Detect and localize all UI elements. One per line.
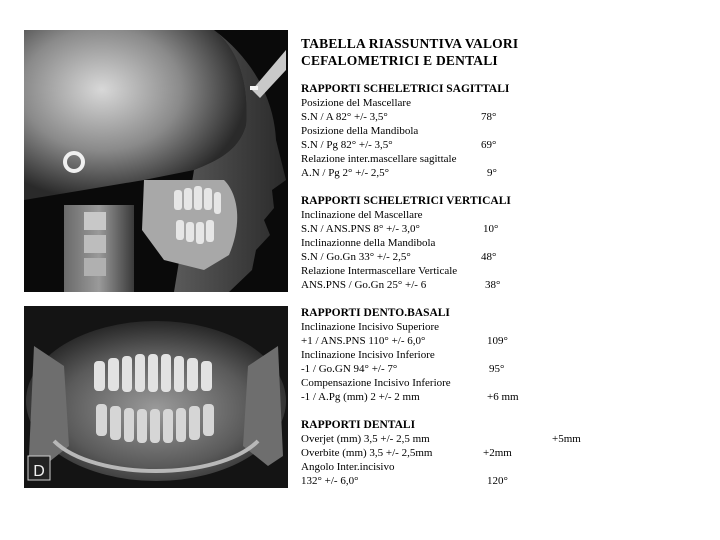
panoramic-dental-xray: [24, 306, 288, 488]
row-label: Inclinazione Incisivo Superiore: [301, 321, 440, 333]
row-value: 120°: [487, 475, 508, 487]
section-header-dental: RAPPORTI DENTALI: [301, 419, 416, 431]
row-norm: Overbite (mm) 3,5 +/- 2,5mm: [301, 447, 433, 459]
row-value: 38°: [485, 279, 501, 291]
row-value: 48°: [481, 251, 497, 263]
table-title-line-1: TABELLA RIASSUNTIVA VALORI: [301, 36, 519, 51]
panoramic-marker-label: D: [33, 463, 45, 480]
row-label: Inclinazione Incisivo Inferiore: [301, 349, 435, 361]
row-norm: A.N / Pg 2° +/- 2,5°: [301, 167, 390, 179]
row-value: 10°: [483, 223, 499, 235]
row-norm: Overjet (mm) 3,5 +/- 2,5 mm: [301, 433, 430, 445]
row-value: +2mm: [483, 447, 512, 459]
row-value: 78°: [481, 111, 497, 123]
row-value: +5mm: [552, 433, 581, 445]
table-title-line-2: CEFALOMETRICI E DENTALI: [301, 53, 498, 68]
row-label: Relazione inter.mascellare sagittale: [301, 153, 457, 165]
row-norm: S.N / ANS.PNS 8° +/- 3,0°: [301, 223, 420, 235]
lateral-cephalometric-xray: [24, 30, 288, 292]
row-label: Compensazione Incisivo Inferiore: [301, 377, 451, 389]
row-norm: +1 / ANS.PNS 110° +/- 6,0°: [301, 335, 426, 347]
row-norm: 132° +/- 6,0°: [301, 475, 359, 487]
row-value: 95°: [489, 363, 505, 375]
row-norm: -1 / A.Pg (mm) 2 +/- 2 mm: [301, 391, 420, 403]
row-norm: S.N / A 82° +/- 3,5°: [301, 111, 388, 123]
row-norm: S.N / Go.Gn 33° +/- 2,5°: [301, 251, 411, 263]
row-label: Posizione della Mandibola: [301, 125, 419, 137]
section-header-sagittal: RAPPORTI SCHELETRICI SAGITTALI: [301, 83, 510, 95]
row-label: Inclinazione del Mascellare: [301, 209, 423, 221]
ceph-xray-graphic: [24, 30, 288, 292]
row-label: Inclinazionne della Mandibola: [301, 237, 436, 249]
section-header-dento-basal: RAPPORTI DENTO.BASALI: [301, 307, 450, 319]
section-header-vertical: RAPPORTI SCHELETRICI VERTICALI: [301, 195, 511, 207]
row-value: +6 mm: [487, 391, 519, 403]
row-value: 9°: [487, 167, 497, 179]
row-norm: ANS.PNS / Go.Gn 25° +/- 6: [301, 279, 427, 291]
row-norm: S.N / Pg 82° +/- 3,5°: [301, 139, 393, 151]
row-label: Relazione Intermascellare Verticale: [301, 265, 458, 277]
row-norm: -1 / Go.GN 94° +/- 7°: [301, 363, 398, 375]
panoramic-xray-graphic: [24, 306, 288, 488]
row-value: 69°: [481, 139, 497, 151]
row-label: Angolo Inter.incisivo: [301, 461, 395, 473]
row-label: Posizione del Mascellare: [301, 97, 411, 109]
row-value: 109°: [487, 335, 508, 347]
